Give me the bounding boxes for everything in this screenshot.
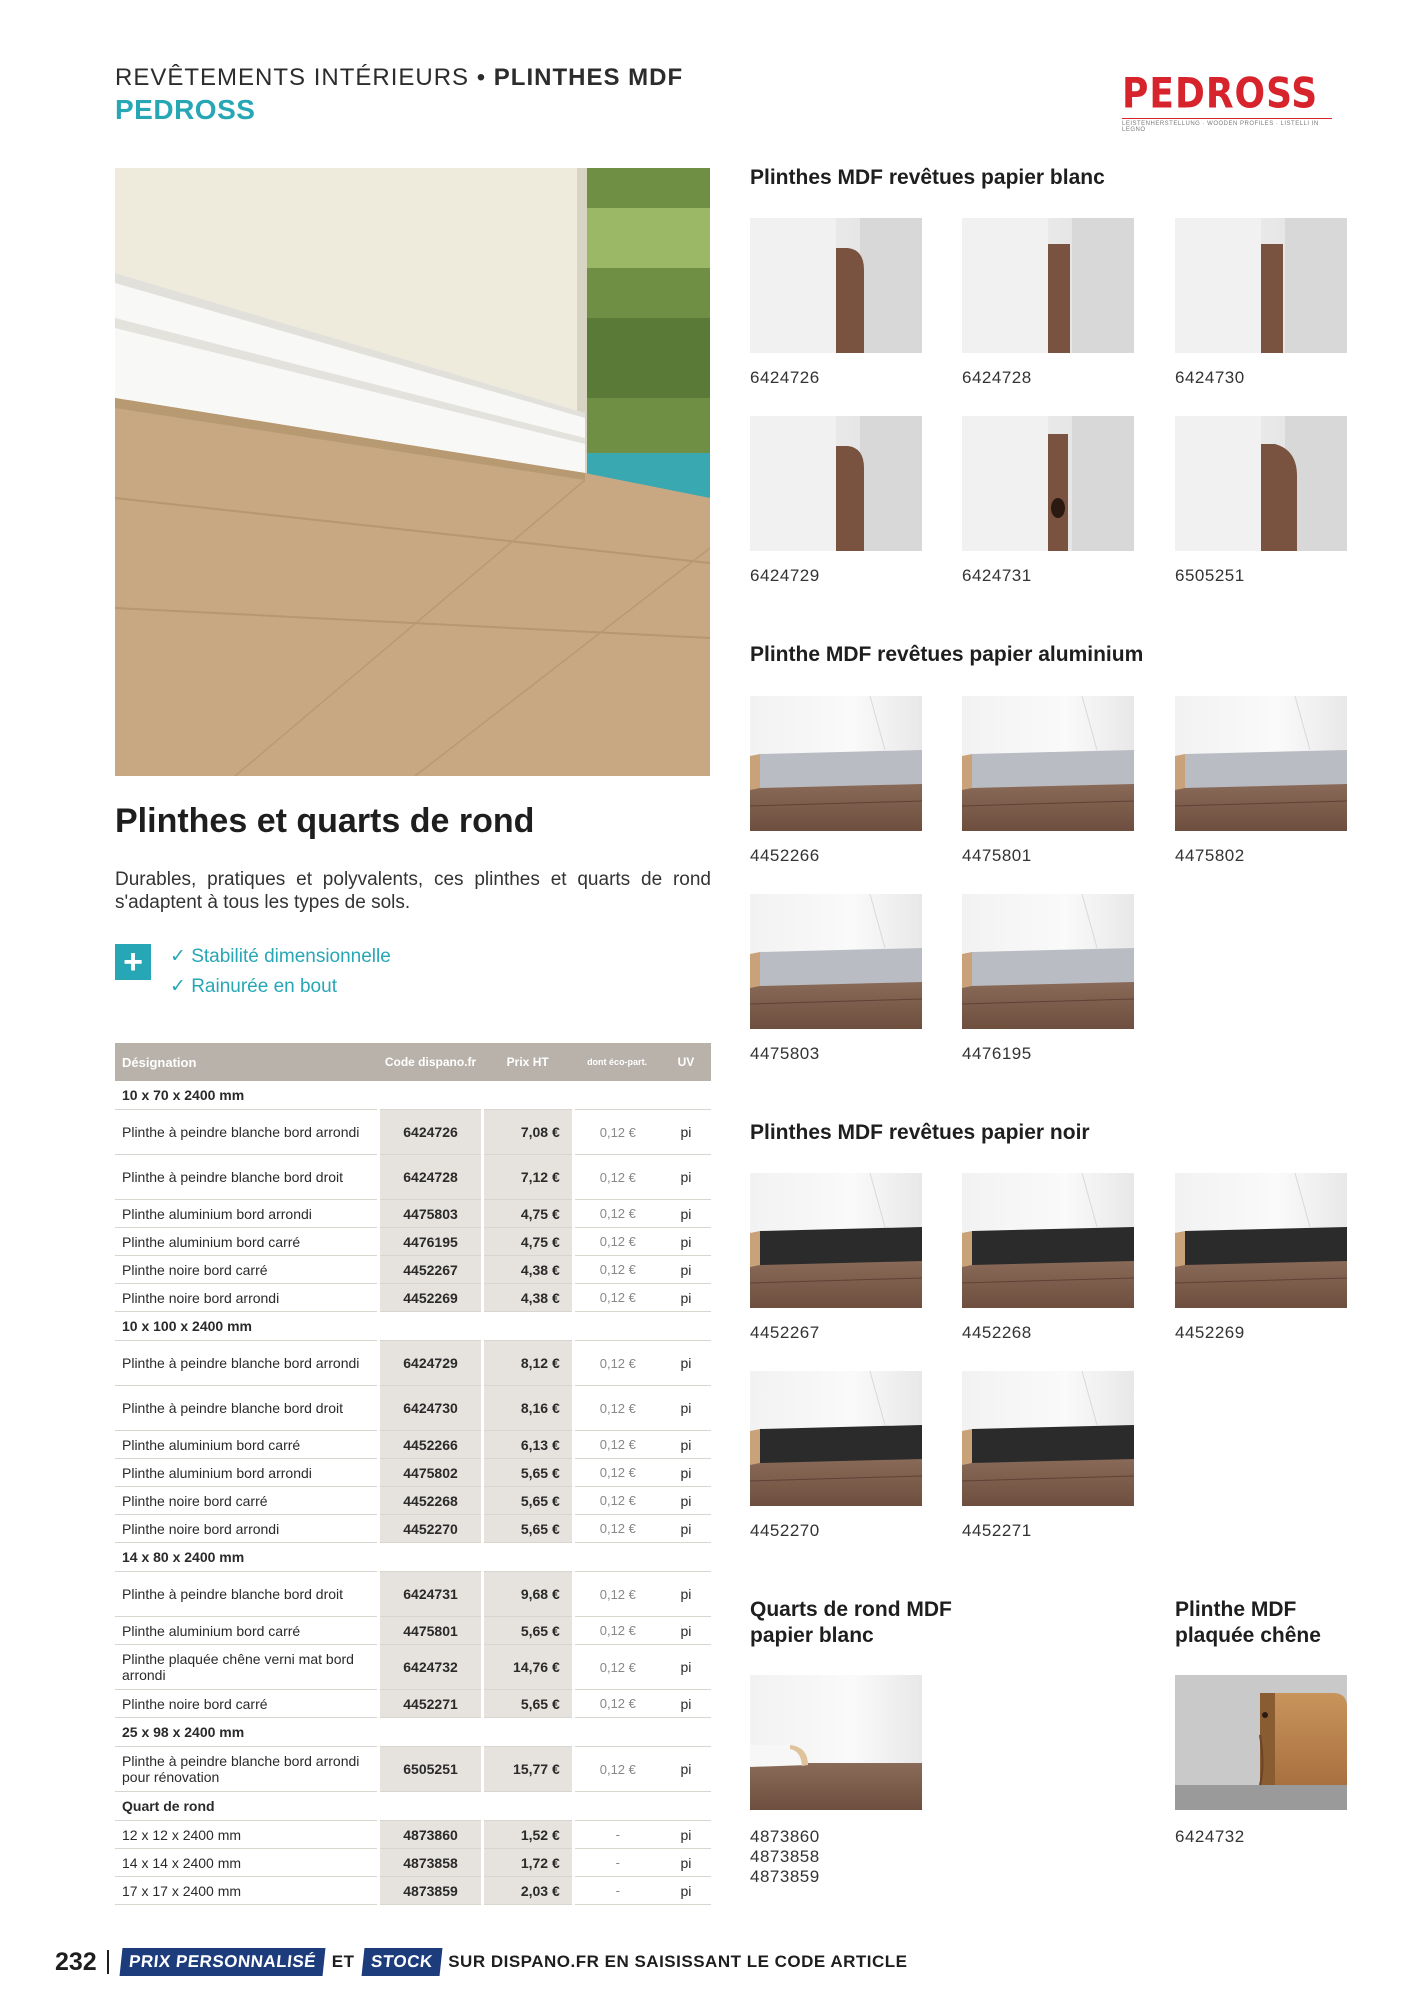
designation-cell: 12 x 12 x 2400 mm bbox=[115, 1821, 379, 1849]
code-cell: 6424726 bbox=[379, 1110, 482, 1155]
thumb-4452271 bbox=[962, 1371, 1134, 1506]
table-row bbox=[115, 1487, 711, 1515]
thumb-4475801 bbox=[962, 696, 1134, 831]
price-cell: 5,65 € bbox=[482, 1487, 573, 1515]
price-cell: 8,16 € bbox=[482, 1386, 573, 1431]
designation-cell: Plinthe à peindre blanche bord arrondi bbox=[115, 1341, 379, 1386]
oak-title-line1: Plinthe MDF bbox=[1175, 1598, 1297, 1621]
price-cell: 14,76 € bbox=[482, 1645, 573, 1690]
table-group-row bbox=[115, 1081, 711, 1110]
table-row bbox=[115, 1459, 711, 1487]
uv-cell: pi bbox=[661, 1228, 711, 1256]
product-code-label: 4475803 bbox=[750, 1044, 820, 1063]
product-code-label: 6424729 bbox=[750, 566, 820, 585]
logo-tagline: LEISTENHERSTELLUNG · WOODEN PROFILES · LISTELLI IN LEGNO bbox=[1122, 118, 1332, 133]
table-row bbox=[115, 1645, 711, 1690]
designation-cell: Plinthe aluminium bord arrondi bbox=[115, 1200, 379, 1228]
feature-grooved: ✓ Rainurée en bout bbox=[170, 976, 337, 997]
product-code-label: 4452268 bbox=[962, 1323, 1032, 1342]
footer-and: ET bbox=[331, 1952, 355, 1971]
eco-cell: 0,12 € bbox=[573, 1284, 661, 1312]
table-row bbox=[115, 1690, 711, 1718]
quarter-round-codes bbox=[750, 1827, 820, 1887]
uv-cell: pi bbox=[661, 1515, 711, 1543]
product-code-label: 4452266 bbox=[750, 846, 820, 865]
thumb-6424731 bbox=[962, 416, 1134, 551]
eco-cell: 0,12 € bbox=[573, 1572, 661, 1617]
col-designation: Désignation bbox=[115, 1043, 379, 1081]
product-code-label: 4475802 bbox=[1175, 846, 1245, 865]
uv-cell: pi bbox=[661, 1690, 711, 1718]
col-eco: dont éco-part. bbox=[573, 1043, 661, 1081]
table-group-row bbox=[115, 1543, 711, 1572]
thumb-quarter-round bbox=[750, 1675, 922, 1810]
group-label: Quart de rond bbox=[115, 1792, 711, 1821]
uv-cell: pi bbox=[661, 1849, 711, 1877]
eco-cell: 0,12 € bbox=[573, 1515, 661, 1543]
code-cell: 4452267 bbox=[379, 1256, 482, 1284]
code-cell: 4452269 bbox=[379, 1284, 482, 1312]
price-cell: 4,75 € bbox=[482, 1228, 573, 1256]
quarter-round-code-3: 4873859 bbox=[750, 1867, 820, 1886]
product-code-label: 4452269 bbox=[1175, 1323, 1245, 1342]
intro-text: Durables, pratiques et polyvalents, ces plinthes et quarts de rond s'adaptent à tous les types de sols. bbox=[115, 869, 711, 913]
eco-cell: 0,12 € bbox=[573, 1228, 661, 1256]
footer-text: SUR DISPANO.FR EN SAISISSANT LE CODE ARTICLE bbox=[448, 1952, 908, 1971]
table-row bbox=[115, 1877, 711, 1905]
page-title: Plinthes et quarts de rond bbox=[115, 802, 535, 840]
designation-cell: Plinthe aluminium bord arrondi bbox=[115, 1459, 379, 1487]
table-row bbox=[115, 1284, 711, 1312]
designation-cell: Plinthe à peindre blanche bord droit bbox=[115, 1572, 379, 1617]
code-cell: 4475803 bbox=[379, 1200, 482, 1228]
uv-cell: pi bbox=[661, 1155, 711, 1200]
thumb-6424726 bbox=[750, 218, 922, 353]
code-cell: 4452268 bbox=[379, 1487, 482, 1515]
page-number: 232 bbox=[55, 1947, 97, 1976]
eco-cell: - bbox=[573, 1877, 661, 1905]
table-row bbox=[115, 1821, 711, 1849]
eco-cell: 0,12 € bbox=[573, 1431, 661, 1459]
table-group-row bbox=[115, 1312, 711, 1341]
eco-cell: 0,12 € bbox=[573, 1256, 661, 1284]
price-cell: 5,65 € bbox=[482, 1459, 573, 1487]
table-row bbox=[115, 1155, 711, 1200]
uv-cell: pi bbox=[661, 1572, 711, 1617]
designation-cell: Plinthe aluminium bord carré bbox=[115, 1617, 379, 1645]
footer-divider bbox=[107, 1950, 109, 1974]
uv-cell: pi bbox=[661, 1284, 711, 1312]
product-code-label: 6424728 bbox=[962, 368, 1032, 387]
table-row bbox=[115, 1617, 711, 1645]
footer-tag-stock: STOCK bbox=[361, 1948, 442, 1976]
designation-cell: Plinthe noire bord carré bbox=[115, 1690, 379, 1718]
thumb-6424728 bbox=[962, 218, 1134, 353]
price-cell: 1,52 € bbox=[482, 1821, 573, 1849]
eco-cell: 0,12 € bbox=[573, 1386, 661, 1431]
price-cell: 6,13 € bbox=[482, 1431, 573, 1459]
product-code-label: 4452267 bbox=[750, 1323, 820, 1342]
eco-cell: 0,12 € bbox=[573, 1459, 661, 1487]
section-title-quarter-round bbox=[750, 1597, 952, 1649]
logo-wordmark: PEDROSS bbox=[1122, 69, 1319, 119]
thumb-4452269 bbox=[1175, 1173, 1347, 1308]
uv-cell: pi bbox=[661, 1877, 711, 1905]
code-cell: 6424732 bbox=[379, 1645, 482, 1690]
section-title-oak bbox=[1175, 1597, 1321, 1649]
eco-cell: 0,12 € bbox=[573, 1645, 661, 1690]
eco-cell: 0,12 € bbox=[573, 1690, 661, 1718]
designation-cell: Plinthe noire bord arrondi bbox=[115, 1515, 379, 1543]
code-cell: 6505251 bbox=[379, 1747, 482, 1792]
breadcrumb bbox=[115, 64, 683, 92]
thumb-4452267 bbox=[750, 1173, 922, 1308]
col-price: Prix HT bbox=[482, 1043, 573, 1081]
uv-cell: pi bbox=[661, 1431, 711, 1459]
eco-cell: 0,12 € bbox=[573, 1155, 661, 1200]
price-cell: 5,65 € bbox=[482, 1515, 573, 1543]
table-row bbox=[115, 1256, 711, 1284]
uv-cell: pi bbox=[661, 1386, 711, 1431]
table-row bbox=[115, 1341, 711, 1386]
table-row bbox=[115, 1515, 711, 1543]
plus-icon: + bbox=[115, 944, 151, 980]
price-cell: 2,03 € bbox=[482, 1877, 573, 1905]
uv-cell: pi bbox=[661, 1487, 711, 1515]
code-cell: 6424730 bbox=[379, 1386, 482, 1431]
thumb-6424732 bbox=[1175, 1675, 1347, 1810]
table-header bbox=[115, 1043, 711, 1081]
designation-cell: Plinthe noire bord arrondi bbox=[115, 1284, 379, 1312]
product-code-label: 6424731 bbox=[962, 566, 1032, 585]
thumb-4452266 bbox=[750, 696, 922, 831]
designation-cell: 17 x 17 x 2400 mm bbox=[115, 1877, 379, 1905]
price-cell: 4,38 € bbox=[482, 1256, 573, 1284]
table-row bbox=[115, 1386, 711, 1431]
designation-cell: Plinthe aluminium bord carré bbox=[115, 1431, 379, 1459]
quarter-round-title-line1: Quarts de rond MDF bbox=[750, 1598, 952, 1621]
code-cell: 6424728 bbox=[379, 1155, 482, 1200]
designation-cell: Plinthe à peindre blanche bord droit bbox=[115, 1386, 379, 1431]
price-cell: 7,08 € bbox=[482, 1110, 573, 1155]
group-label: 10 x 100 x 2400 mm bbox=[115, 1312, 711, 1341]
uv-cell: pi bbox=[661, 1617, 711, 1645]
section-title-white: Plinthes MDF revêtues papier blanc bbox=[750, 166, 1105, 189]
table-row bbox=[115, 1200, 711, 1228]
eco-cell: 0,12 € bbox=[573, 1747, 661, 1792]
section-title-aluminium: Plinthe MDF revêtues papier aluminium bbox=[750, 643, 1144, 666]
code-cell: 4873860 bbox=[379, 1821, 482, 1849]
eco-cell: - bbox=[573, 1821, 661, 1849]
code-cell: 4873858 bbox=[379, 1849, 482, 1877]
designation-cell: Plinthe à peindre blanche bord droit bbox=[115, 1155, 379, 1200]
table-group-row bbox=[115, 1792, 711, 1821]
uv-cell: pi bbox=[661, 1256, 711, 1284]
eco-cell: 0,12 € bbox=[573, 1487, 661, 1515]
uv-cell: pi bbox=[661, 1200, 711, 1228]
uv-cell: pi bbox=[661, 1747, 711, 1792]
code-cell: 6424729 bbox=[379, 1341, 482, 1386]
code-cell: 4873859 bbox=[379, 1877, 482, 1905]
price-cell: 8,12 € bbox=[482, 1341, 573, 1386]
price-cell: 1,72 € bbox=[482, 1849, 573, 1877]
table-body bbox=[115, 1081, 711, 1905]
product-code-label: 4452270 bbox=[750, 1521, 820, 1540]
col-code: Code dispano.fr bbox=[379, 1043, 482, 1081]
designation-cell: 14 x 14 x 2400 mm bbox=[115, 1849, 379, 1877]
table-row bbox=[115, 1110, 711, 1155]
group-label: 10 x 70 x 2400 mm bbox=[115, 1081, 711, 1110]
table-row bbox=[115, 1431, 711, 1459]
designation-cell: Plinthe noire bord carré bbox=[115, 1256, 379, 1284]
section-title-black: Plinthes MDF revêtues papier noir bbox=[750, 1121, 1090, 1144]
product-code-label: 4475801 bbox=[962, 846, 1032, 865]
price-cell: 15,77 € bbox=[482, 1747, 573, 1792]
product-table bbox=[115, 1043, 711, 1905]
product-code-label: 4452271 bbox=[962, 1521, 1032, 1540]
designation-cell: Plinthe à peindre blanche bord arrondi bbox=[115, 1110, 379, 1155]
price-cell: 5,65 € bbox=[482, 1617, 573, 1645]
designation-cell: Plinthe noire bord carré bbox=[115, 1487, 379, 1515]
designation-cell: Plinthe plaquée chêne verni mat bord arrondi bbox=[115, 1645, 379, 1690]
eco-cell: - bbox=[573, 1849, 661, 1877]
price-cell: 9,68 € bbox=[482, 1572, 573, 1617]
code-cell: 4452270 bbox=[379, 1515, 482, 1543]
uv-cell: pi bbox=[661, 1341, 711, 1386]
code-cell: 4452266 bbox=[379, 1431, 482, 1459]
eco-cell: 0,12 € bbox=[573, 1617, 661, 1645]
feature-stability: ✓ Stabilité dimensionnelle bbox=[170, 946, 391, 967]
footer bbox=[55, 1945, 916, 1979]
uv-cell: pi bbox=[661, 1110, 711, 1155]
product-code-label: 6505251 bbox=[1175, 566, 1245, 585]
quarter-round-code-1: 4873860 bbox=[750, 1827, 820, 1846]
code-cell: 4475802 bbox=[379, 1459, 482, 1487]
thumb-6505251 bbox=[1175, 416, 1347, 551]
price-cell: 5,65 € bbox=[482, 1690, 573, 1718]
brand-name: PEDROSS bbox=[115, 94, 256, 125]
product-code-label: 6424726 bbox=[750, 368, 820, 387]
designation-cell: Plinthe à peindre blanche bord arrondi pour rénovation bbox=[115, 1747, 379, 1792]
price-cell: 4,38 € bbox=[482, 1284, 573, 1312]
breadcrumb-subcategory: PLINTHES MDF bbox=[493, 64, 684, 91]
code-cell: 4452271 bbox=[379, 1690, 482, 1718]
eco-cell: 0,12 € bbox=[573, 1110, 661, 1155]
code-cell: 4475801 bbox=[379, 1617, 482, 1645]
uv-cell: pi bbox=[661, 1459, 711, 1487]
thumb-4475802 bbox=[1175, 696, 1347, 831]
thumb-4452270 bbox=[750, 1371, 922, 1506]
quarter-round-title-line2: papier blanc bbox=[750, 1624, 874, 1647]
group-label: 14 x 80 x 2400 mm bbox=[115, 1543, 711, 1572]
thumb-6424729 bbox=[750, 416, 922, 551]
uv-cell: pi bbox=[661, 1645, 711, 1690]
oak-code: 6424732 bbox=[1175, 1827, 1245, 1846]
product-code-label: 4476195 bbox=[962, 1044, 1032, 1063]
price-cell: 4,75 € bbox=[482, 1200, 573, 1228]
uv-cell: pi bbox=[661, 1821, 711, 1849]
table-row bbox=[115, 1228, 711, 1256]
quarter-round-code-2: 4873858 bbox=[750, 1847, 820, 1866]
code-cell: 6424731 bbox=[379, 1572, 482, 1617]
table-row bbox=[115, 1849, 711, 1877]
table-row bbox=[115, 1572, 711, 1617]
hero-image bbox=[115, 168, 710, 776]
product-code-label: 6424730 bbox=[1175, 368, 1245, 387]
thumb-4475803 bbox=[750, 894, 922, 1029]
eco-cell: 0,12 € bbox=[573, 1200, 661, 1228]
footer-tag-price: PRIX PERSONNALISÉ bbox=[119, 1948, 325, 1976]
price-cell: 7,12 € bbox=[482, 1155, 573, 1200]
breadcrumb-category: REVÊTEMENTS INTÉRIEURS • bbox=[115, 64, 487, 91]
brand-logo bbox=[1122, 69, 1332, 133]
table-group-row bbox=[115, 1718, 711, 1747]
thumb-4476195 bbox=[962, 894, 1134, 1029]
table-row bbox=[115, 1747, 711, 1792]
thumb-4452268 bbox=[962, 1173, 1134, 1308]
col-uv: UV bbox=[661, 1043, 711, 1081]
code-cell: 4476195 bbox=[379, 1228, 482, 1256]
thumb-6424730 bbox=[1175, 218, 1347, 353]
oak-title-line2: plaquée chêne bbox=[1175, 1624, 1321, 1647]
designation-cell: Plinthe aluminium bord carré bbox=[115, 1228, 379, 1256]
group-label: 25 x 98 x 2400 mm bbox=[115, 1718, 711, 1747]
eco-cell: 0,12 € bbox=[573, 1341, 661, 1386]
